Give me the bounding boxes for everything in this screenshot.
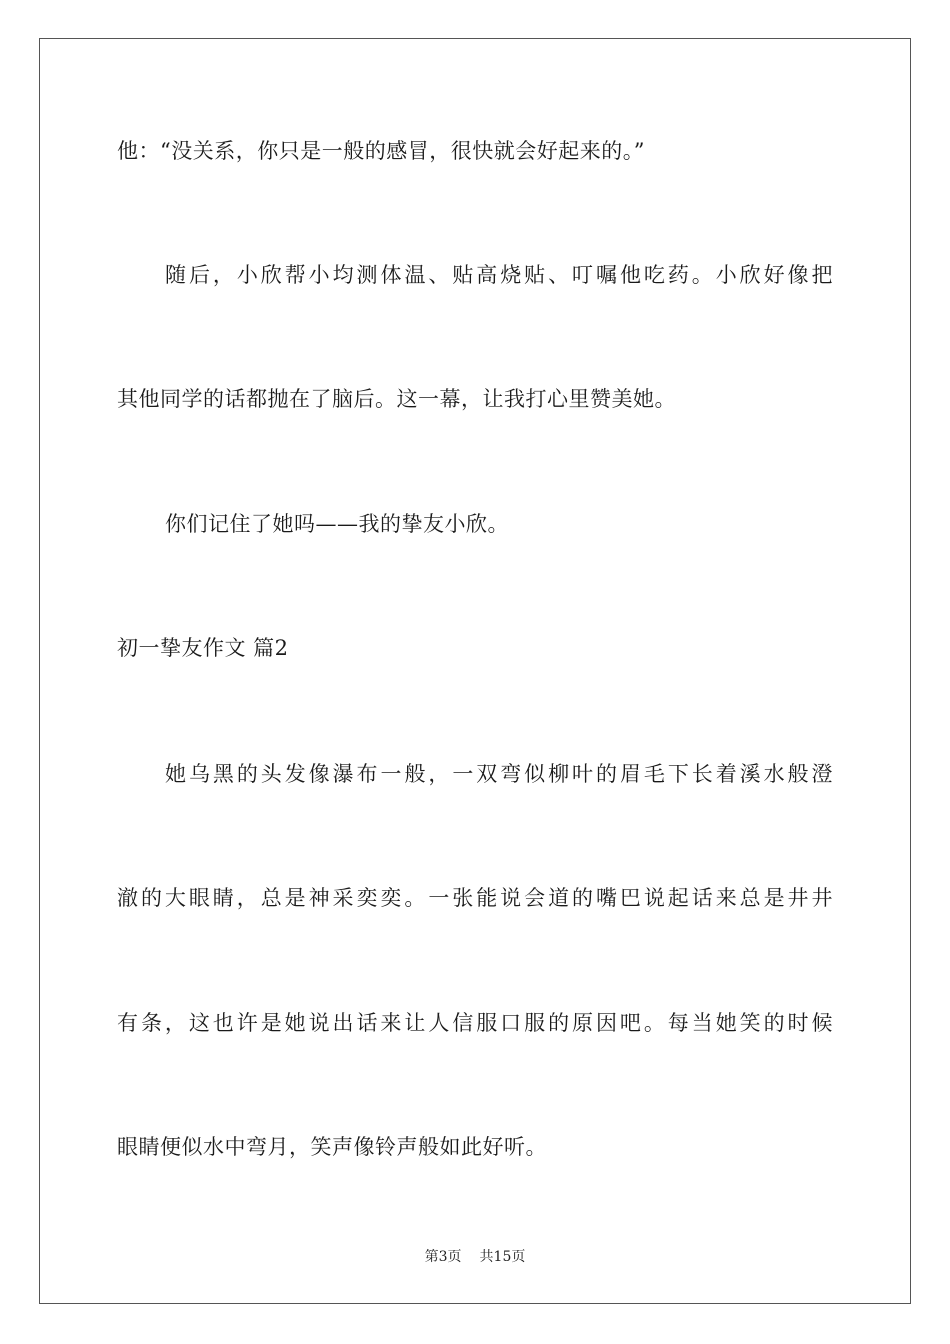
page-number: 第3页 xyxy=(424,1249,462,1265)
page-border xyxy=(39,38,911,1304)
text-line: 有条，这也许是她说出话来让人信服口服的原因吧。每当她笑的时候 xyxy=(117,1011,833,1035)
text-line: 眼睛便似水中弯月，笑声像铃声般如此好听。 xyxy=(117,1135,547,1159)
page-total: 共15页 xyxy=(479,1249,526,1265)
page-footer xyxy=(0,1247,950,1267)
text-line: 随后，小欣帮小均测体温、贴高烧贴、叮嘱他吃药。小欣好像把 xyxy=(165,263,833,287)
text-line: 澈的大眼睛，总是神采奕奕。一张能说会道的嘴巴说起话来总是井井 xyxy=(117,886,833,910)
text-line: 你们记住了她吗——我的挚友小欣。 xyxy=(165,512,509,536)
text-line: 她乌黑的头发像瀑布一般，一双弯似柳叶的眉毛下长着溪水般澄 xyxy=(165,762,833,786)
text-line: 他：“没关系，你只是一般的感冒，很快就会好起来的。” xyxy=(117,139,645,163)
section-heading: 初一挚友作文 篇2 xyxy=(117,636,289,660)
text-line: 其他同学的话都抛在了脑后。这一幕，让我打心里赞美她。 xyxy=(117,387,676,411)
